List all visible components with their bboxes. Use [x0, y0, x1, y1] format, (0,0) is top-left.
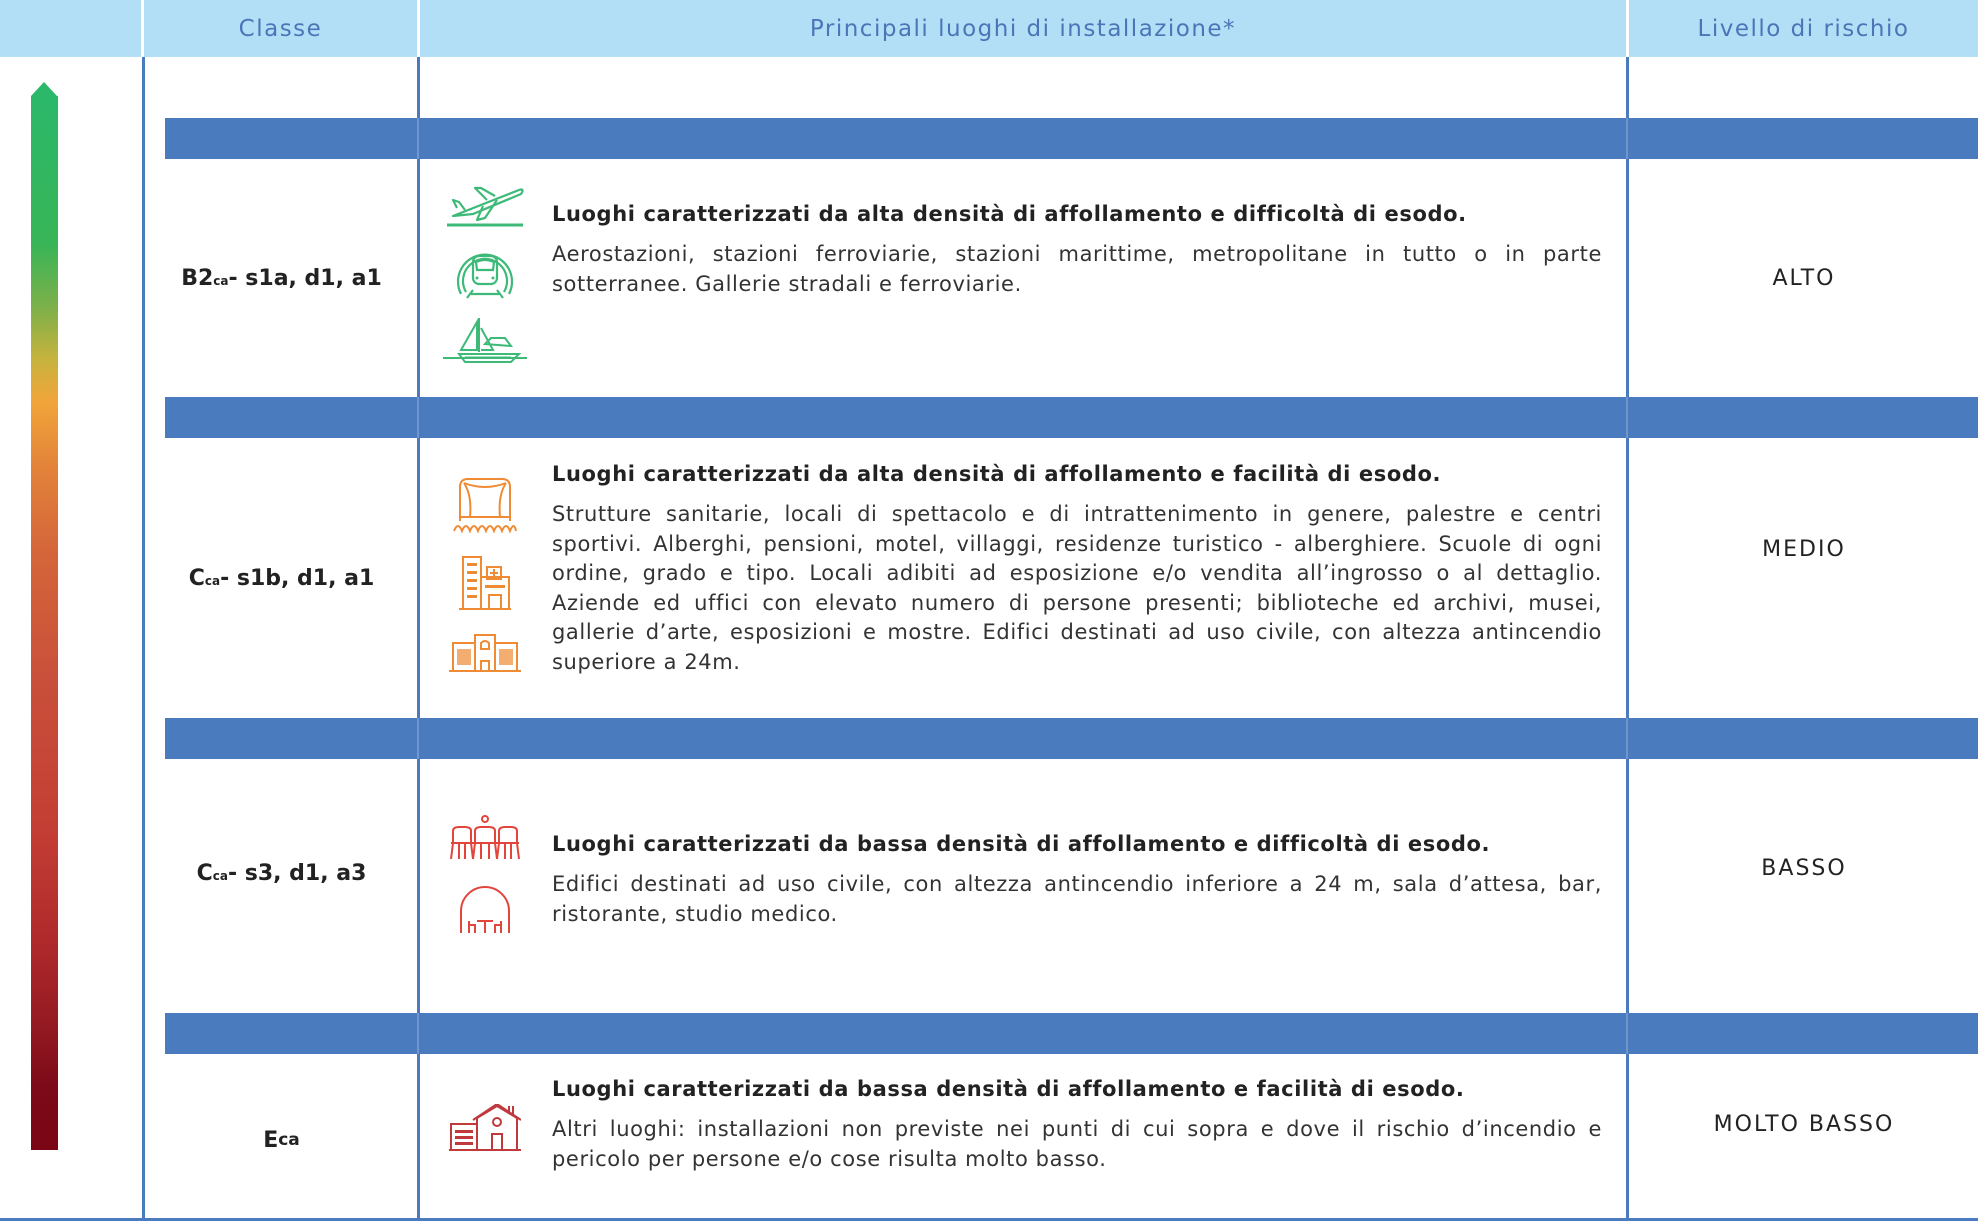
- waiting-room-chairs-icon: [449, 815, 521, 863]
- table-header: [0, 0, 1978, 57]
- description-block: [552, 1077, 1602, 1174]
- class-cell: [146, 159, 417, 397]
- description-block: [552, 462, 1602, 677]
- class-subscript: ca: [213, 274, 229, 288]
- icon-group: [430, 170, 540, 380]
- train-tunnel-icon: [455, 242, 515, 302]
- house-garage-icon: [449, 1104, 521, 1152]
- description-block: [552, 832, 1602, 929]
- icon-group: [430, 470, 540, 680]
- description-title: Luoghi caratterizzati da alta densità di affollamento e difficoltà di esodo.: [552, 202, 1467, 226]
- class-params: - s1b, d1, a1: [220, 565, 375, 591]
- description-title: Luoghi caratterizzati da bassa densità di affollamento e facilità di esodo.: [552, 1077, 1465, 1101]
- column-divider: [142, 57, 145, 1221]
- risk-level: MEDIO: [1762, 536, 1846, 562]
- class-cell: [146, 438, 417, 718]
- restaurant-table-icon: [455, 885, 515, 935]
- description-title: Luoghi caratterizzati da alta densità di affollamento e facilità di esodo.: [552, 462, 1442, 486]
- airplane-icon: [443, 182, 527, 228]
- header-risk: Livello di rischio: [1697, 15, 1910, 42]
- boat-icon: [441, 316, 529, 368]
- class-cell: [146, 759, 417, 987]
- icon-group: [430, 1100, 540, 1156]
- class-params: - s3, d1, a3: [227, 860, 367, 886]
- description-body: Aerostazioni, stazioni ferroviarie, stazioni marittime, metropolitane in tutto o in parte sotterranee. Gallerie stradali e ferroviarie.: [552, 242, 1602, 296]
- description-block: [552, 202, 1602, 299]
- theater-stage-icon: [452, 477, 518, 533]
- header-places: Principali luoghi di installazione*: [809, 15, 1237, 42]
- description-body: Strutture sanitarie, locali di spettacolo e di intrattenimento in genere, palestre e centri sportivi. Alberghi, pensioni, motel, villaggi, residenze turistico - alberghiere. Scuole di ogni ordine, grado e tipo. Locali adibiti ad esposizione e/o vendita all’ingrosso o al dettaglio. Aziende ed uffici con elevato numero di persone presenti; biblioteche ed archivi, musei, gallerie d’arte, esposizioni e mostre. Edifici destinati ad uso civile, con altezza antincendio superiore a 24m.: [552, 502, 1602, 674]
- risk-level: ALTO: [1772, 265, 1836, 291]
- row-separator-band: [165, 718, 1978, 759]
- description-title: Luoghi caratterizzati da bassa densità di affollamento e difficoltà di esodo.: [552, 832, 1491, 856]
- description-body: Altri luoghi: installazioni non previste nei punti di cui sopra e dove il rischio d’incendio e pericolo per persone e/o cose risulta molto basso.: [552, 1117, 1602, 1171]
- description-body: Edifici destinati ad uso civile, con altezza antincendio inferiore a 24 m, sala d’attesa, bar, ristorante, studio medico.: [552, 872, 1602, 926]
- class-code: C: [188, 565, 205, 591]
- icon-group: [430, 810, 540, 940]
- row-separator-band: [165, 397, 1978, 438]
- risk-level: MOLTO BASSO: [1713, 1111, 1895, 1137]
- class-subscript: ca: [204, 574, 221, 588]
- hospital-icon: [457, 555, 513, 611]
- class-code: E: [263, 1127, 279, 1153]
- class-subscript: ca: [212, 869, 228, 883]
- class-params: - s1a, d1, a1: [228, 265, 382, 291]
- class-cell: [146, 1070, 417, 1210]
- risk-level: BASSO: [1761, 855, 1847, 881]
- class-code: C: [196, 860, 213, 886]
- school-building-icon: [449, 633, 521, 673]
- class-subscript: ca: [278, 1130, 300, 1150]
- row-separator-band: [165, 1013, 1978, 1054]
- header-class: Classe: [238, 15, 323, 42]
- row-separator-band: [165, 118, 1978, 159]
- table-bottom-border: [0, 1218, 1978, 1221]
- risk-gradient-bar: [31, 96, 58, 1150]
- class-code: B2: [181, 265, 214, 291]
- arrow-up-icon: [31, 82, 57, 96]
